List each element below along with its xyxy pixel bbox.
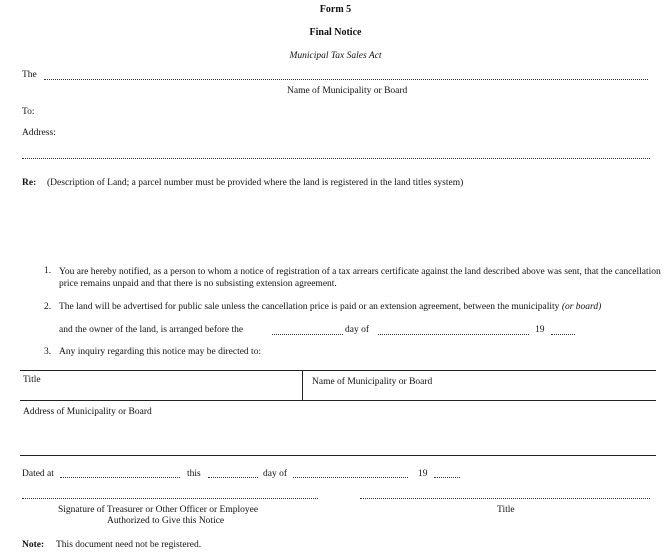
dated-month-field[interactable] bbox=[293, 477, 408, 478]
the-label: The bbox=[22, 70, 37, 80]
dated-at-label: Dated at bbox=[22, 469, 54, 479]
dated-year-field[interactable] bbox=[434, 477, 460, 478]
re-description: (Description of Land; a parcel number must be provided where the land is registered in the land titles system) bbox=[47, 178, 464, 188]
note-label: Note: bbox=[22, 540, 45, 550]
dated-place-field[interactable] bbox=[60, 477, 180, 478]
item-1-text: You are hereby notified, as a person to whom a notice of registration of a tax arrears certificate against the land described above was sent, that the cancellation price remains unpaid and that there is no subsisting extension agreement. bbox=[59, 267, 661, 289]
signature-caption-line-2: Authorized to Give this Notice bbox=[107, 516, 225, 526]
item-2-number: 2. bbox=[44, 302, 52, 312]
item-2-year-field[interactable] bbox=[551, 334, 575, 335]
address-field-line[interactable] bbox=[22, 158, 650, 159]
item-2-text-b3: 19 bbox=[535, 325, 545, 335]
form-number: Form 5 bbox=[319, 4, 352, 15]
item-3-text: Any inquiry regarding this notice may be directed to: bbox=[59, 347, 262, 357]
re-label: Re: bbox=[22, 178, 37, 188]
municipality-name-field[interactable] bbox=[44, 79, 648, 80]
item-2-text-a bbox=[59, 302, 601, 313]
dated-this-label: this bbox=[187, 469, 201, 479]
item-2-text-b2: day of bbox=[345, 325, 370, 335]
signature-field[interactable] bbox=[22, 498, 318, 499]
item-3-number: 3. bbox=[44, 347, 52, 357]
municipality-caption: Name of Municipality or Board bbox=[287, 86, 408, 96]
contact-table-divider bbox=[302, 370, 303, 400]
item-2-date-field[interactable] bbox=[272, 334, 343, 335]
to-label: To: bbox=[22, 107, 35, 117]
address-label: Address: bbox=[22, 128, 56, 138]
dated-day-field[interactable] bbox=[208, 477, 258, 478]
item-2-text-a-italic: (or board) bbox=[561, 302, 602, 312]
act-name: Municipal Tax Sales Act bbox=[289, 51, 382, 61]
dated-day-of-label: day of bbox=[263, 469, 288, 479]
contact-table-bottom-rule bbox=[20, 455, 656, 456]
dated-year-label: 19 bbox=[418, 469, 428, 479]
item-1-number: 1. bbox=[44, 266, 52, 276]
signature-caption-line-1: Signature of Treasurer or Other Officer or Employee bbox=[58, 505, 259, 515]
item-2-month-field[interactable] bbox=[378, 334, 529, 335]
item-2-text-b1: and the owner of the land, is arranged before the bbox=[59, 325, 244, 335]
contact-table-middle-rule bbox=[20, 400, 656, 401]
contact-municipality-label: Name of Municipality or Board bbox=[312, 377, 433, 387]
note-text: This document need not be registered. bbox=[56, 540, 202, 550]
signature-title-caption: Title bbox=[497, 505, 515, 515]
form-title: Final Notice bbox=[309, 27, 362, 38]
contact-address-label: Address of Municipality or Board bbox=[23, 407, 152, 417]
item-2-text-a-main: The land will be advertised for public sale unless the cancellation price is paid or an extension agreement, between the municipality bbox=[59, 302, 560, 312]
signature-title-field[interactable] bbox=[360, 498, 650, 499]
contact-table-top-rule bbox=[20, 370, 656, 371]
contact-title-label: Title bbox=[23, 375, 41, 385]
